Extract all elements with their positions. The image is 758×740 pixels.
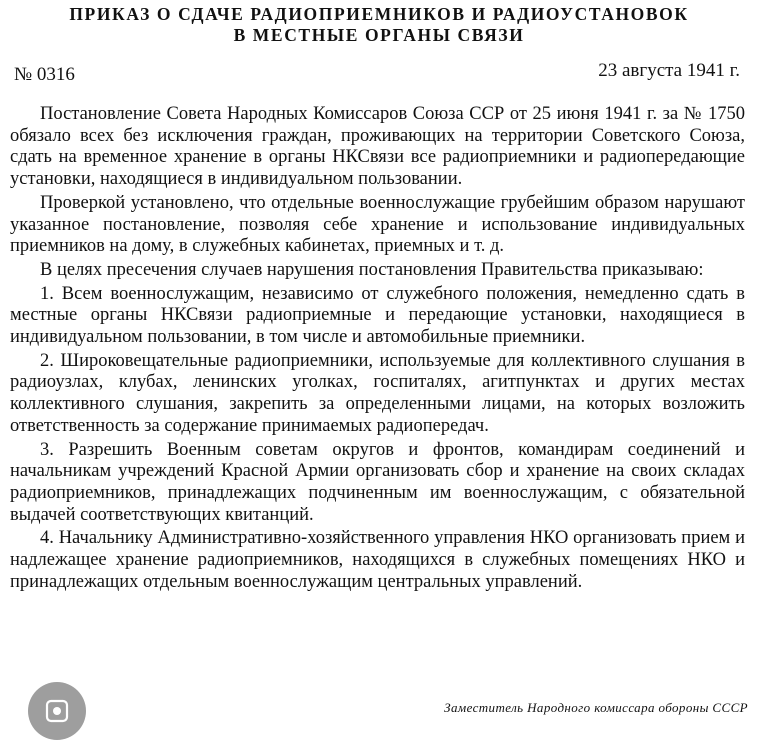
paragraph: 1. Всем военнослужащим, независимо от служебного положения, немедленно сдать в местные органы НКСвязи радиоприемные и передающие установки, находящиеся в индивидуальном пользовании, в том числе и автомобильные приемники. xyxy=(10,283,745,348)
lens-search-button[interactable] xyxy=(28,682,86,740)
paragraph: 2. Широковещательные радиоприемники, используемые для коллективного слушания в радиоузлах, клубах, ленинских уголках, госпиталях, агитпунктах и других местах коллективного слушания, закрепить за определенными лицами, на которых возложить ответственность за содержание принимаемых радиопередач. xyxy=(10,350,745,436)
paragraph: В целях пресечения случаев нарушения постановления Правительства приказываю: xyxy=(40,259,704,280)
paragraph: 4. Начальнику Административно-хозяйственного управления НКО организовать прием и надлежащее хранение радиоприемников, находящихся в служебных помещениях НКО и принадлежащих отдельным военнослужащим центральных управлений. xyxy=(10,528,745,592)
document-body xyxy=(10,104,745,595)
order-date: 23 августа 1941 г. xyxy=(598,60,740,81)
signature-line: Заместитель Народного комиссара обороны СССР xyxy=(444,700,748,715)
paragraph: Проверкой установлено, что отдельные военнослужащие грубейшим образом нарушают указанное постановление, позволяя себе хранение и использование индивидуальных приемников на дому, в служебных кабинетах, приемных и т. д. xyxy=(10,192,745,257)
paragraph: Постановление Совета Народных Комиссаров Союза ССР от 25 июня 1941 г. за № 1750 обязало всех без исключения граждан, проживающих на территории Советского Союза, сдать на временное хранение в органы НКСвязи все радиоприемники и радиопередающие установки, находящиеся в индивидуальном пользовании. xyxy=(10,104,745,190)
order-number: № 0316 xyxy=(14,64,75,85)
document-title xyxy=(0,4,758,46)
title-line-1: ПРИКАЗ О СДАЧЕ РАДИОПРИЕМНИКОВ И РАДИОУСТАНОВОК xyxy=(69,4,689,24)
title-line-2: В МЕСТНЫЕ ОРГАНЫ СВЯЗИ xyxy=(233,25,525,45)
paragraph: 3. Разрешить Военным советам округов и фронтов, командирам соединений и начальникам учреждений Красной Армии организовать сбор и хранение на своих складах радиоприемников, принадлежащих подчиненным им военнослужащим, с обязательной выдачей соответствующих квитанций. xyxy=(10,439,745,525)
